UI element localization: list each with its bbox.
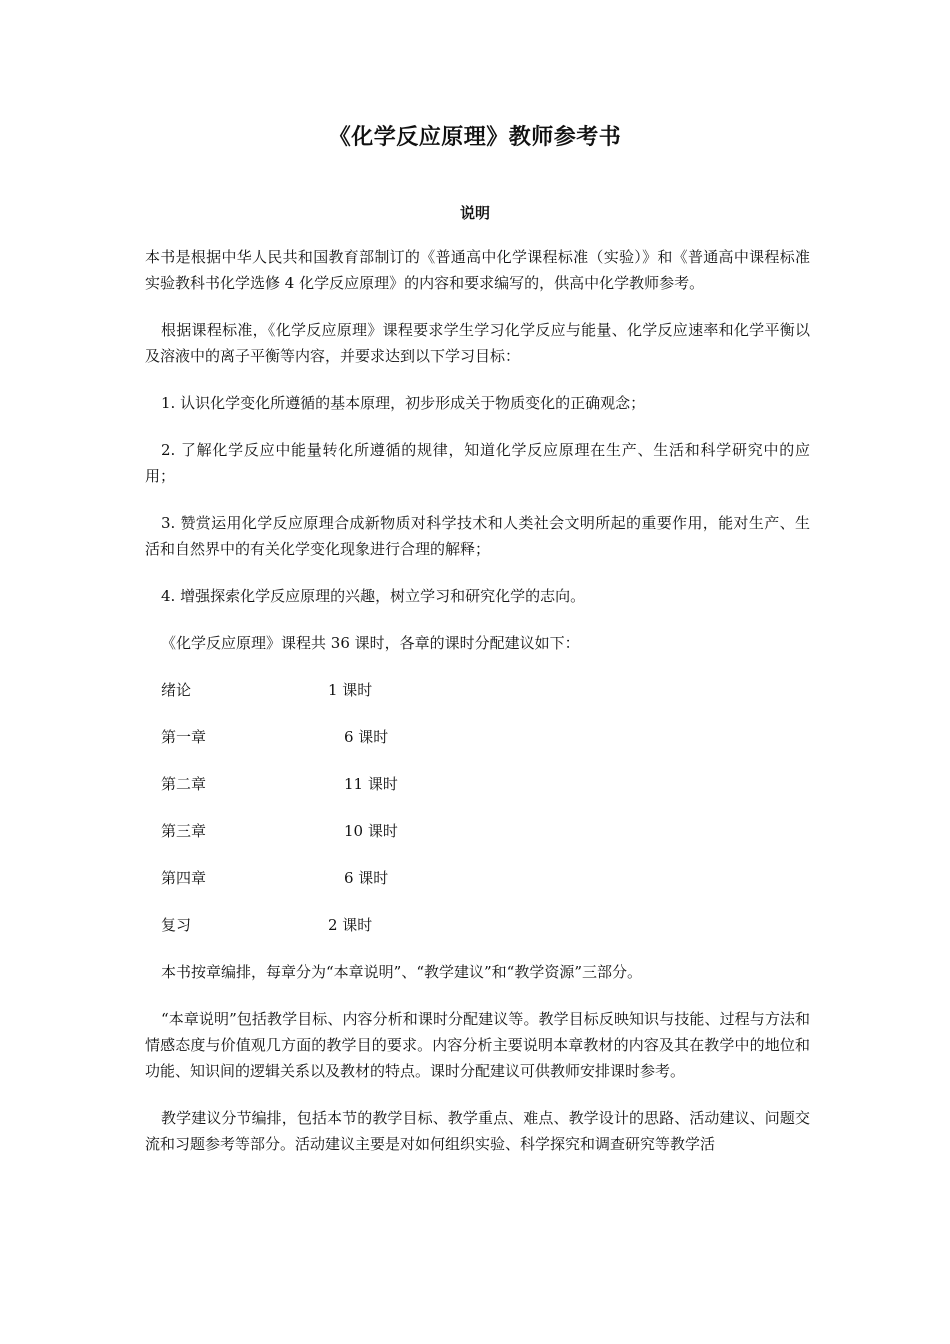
intro-paragraph: 本书是根据中华人民共和国教育部制订的《普通高中化学课程标准（实验）》和《普通高中课程标准实验教科书化学选修 4 化学反应原理》的内容和要求编写的，供高中化学教师参考。 (145, 248, 810, 292)
hours-intro-paragraph: 《化学反应原理》课程共 36 课时，各章的课时分配建议如下： (161, 634, 580, 652)
schedule-hours: 2 课时 (328, 916, 373, 934)
chapter-notes-paragraph: “本章说明”包括教学目标、内容分析和课时分配建议等。教学目标反映知识与技能、过程与方法和情感态度与价值观几方面的教学目的要求。内容分析主要说明本章教材的内容及其在教学中的地位和功能、知识间的逻辑关系以及教材的特点。课时分配建议可供教师安排课时参考。 (145, 1010, 810, 1080)
hours-schedule (145, 677, 810, 959)
learning-goal-1: 1. 认识化学变化所遵循的基本原理，初步形成关于物质变化的正确观念； (161, 394, 646, 412)
schedule-row (145, 677, 810, 724)
schedule-row (145, 724, 810, 771)
schedule-chapter: 第二章 (161, 775, 207, 793)
schedule-chapter: 第一章 (161, 728, 207, 746)
learning-goal-2: 2. 了解化学反应中能量转化所遵循的规律，知道化学反应原理在生产、生活和科学研究中的应用； (145, 441, 810, 485)
schedule-row (145, 865, 810, 912)
schedule-row (145, 771, 810, 818)
teaching-suggestions-paragraph: 教学建议分节编排，包括本节的教学目标、教学重点、难点、教学设计的思路、活动建议、问题交流和习题参考等部分。活动建议主要是对如何组织实验、科学探究和调查研究等教学活 (145, 1109, 810, 1153)
schedule-row (145, 912, 810, 959)
structure-paragraph: 本书按章编排，每章分为“本章说明”、“教学建议”和“教学资源”三部分。 (161, 963, 643, 981)
document-title: 《化学反应原理》教师参考书 (328, 124, 622, 150)
schedule-hours: 6 课时 (344, 869, 389, 887)
schedule-hours: 6 课时 (344, 728, 389, 746)
course-requirements-paragraph: 根据课程标准，《化学反应原理》课程要求学生学习化学反应与能量、化学反应速率和化学平衡以及溶液中的离子平衡等内容，并要求达到以下学习目标： (145, 321, 810, 365)
learning-goal-3: 3. 赞赏运用化学反应原理合成新物质对科学技术和人类社会文明所起的重要作用，能对生产、生活和自然界中的有关化学变化现象进行合理的解释； (145, 514, 810, 558)
learning-goal-4: 4. 增强探索化学反应原理的兴趣，树立学习和研究化学的志向。 (161, 587, 586, 605)
schedule-chapter: 第三章 (161, 822, 207, 840)
schedule-row (145, 818, 810, 865)
section-heading: 说明 (459, 204, 490, 222)
schedule-hours: 10 课时 (344, 822, 398, 840)
schedule-hours: 11 课时 (344, 775, 398, 793)
schedule-chapter: 绪论 (161, 681, 192, 699)
schedule-chapter: 第四章 (161, 869, 207, 887)
schedule-chapter: 复习 (161, 916, 192, 934)
schedule-hours: 1 课时 (328, 681, 373, 699)
document-body (145, 244, 810, 1178)
